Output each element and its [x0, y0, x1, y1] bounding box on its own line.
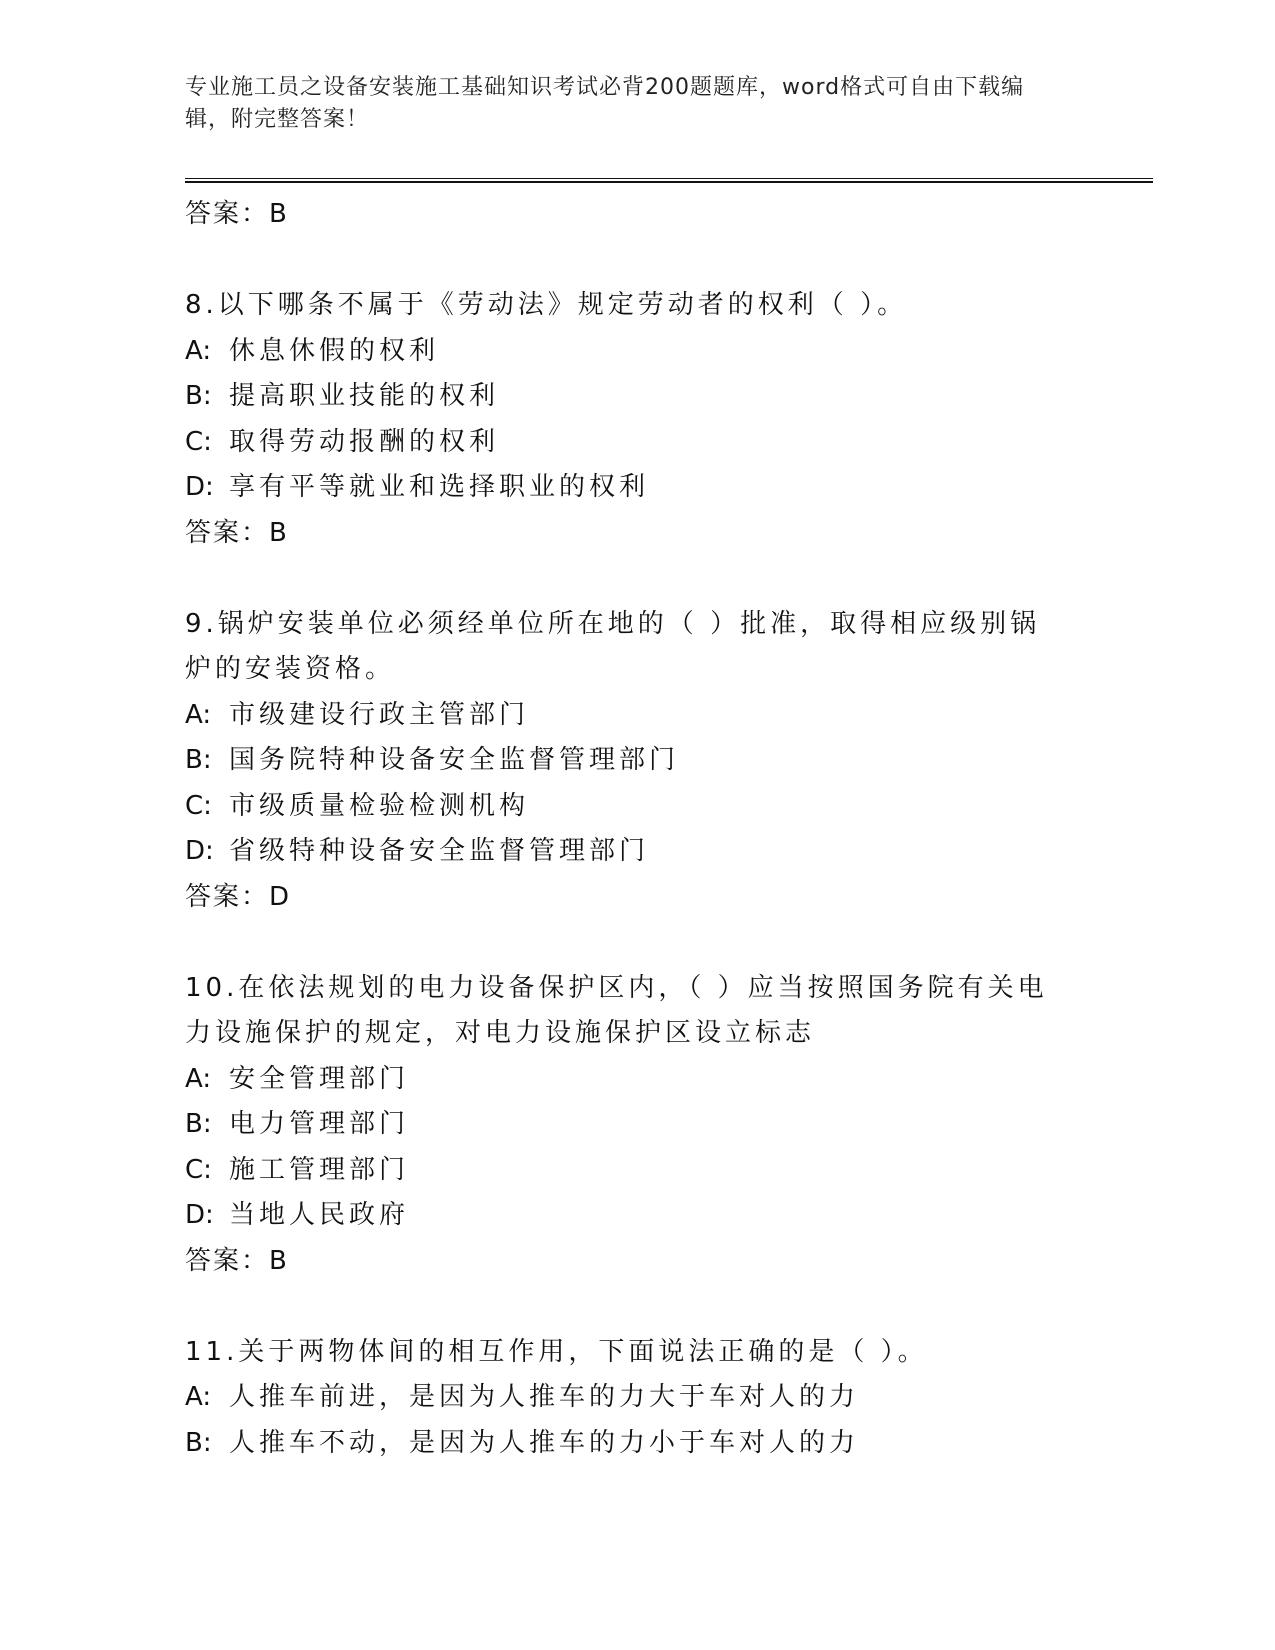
question-text: 9.锅炉安装单位必须经单位所在地的（ ）批准，取得相应级别锅炉的安装资格。 — [185, 608, 1041, 684]
option-letter: B: — [185, 381, 212, 411]
option-letter: C: — [185, 790, 212, 821]
option-letter: D: — [185, 836, 214, 866]
option-c — [185, 784, 1085, 830]
option-a — [185, 693, 1085, 739]
option-c — [185, 1148, 1085, 1194]
option-c — [185, 420, 1085, 466]
option-text: 省级特种设备安全监督管理部门 — [229, 836, 650, 866]
option-letter: A: — [185, 699, 212, 730]
option-letter: D: — [185, 1200, 214, 1230]
answer-line: 答案：B — [185, 517, 289, 548]
option-text: 电力管理部门 — [229, 1109, 410, 1139]
option-a — [185, 1057, 1085, 1103]
question-item — [185, 602, 1085, 921]
option-letter: C: — [185, 1154, 212, 1185]
option-a — [185, 1375, 1085, 1421]
option-text: 安全管理部门 — [229, 1063, 410, 1094]
document-header: 专业施工员之设备安装施工基础知识考试必背200题题库，word格式可自由下载编辑，附完整答案！ — [185, 75, 1025, 132]
option-text: 施工管理部门 — [229, 1154, 410, 1185]
option-b — [185, 374, 1085, 420]
question-item — [185, 283, 1085, 556]
option-letter: A: — [185, 1382, 212, 1412]
answer-line: 答案：B — [185, 199, 289, 229]
answer-line: 答案：D — [185, 881, 292, 912]
option-letter: B: — [185, 1427, 212, 1458]
answer-line: 答案：B — [185, 1245, 289, 1276]
question-text: 11.关于两物体间的相互作用，下面说法正确的是（ ）。 — [185, 1336, 928, 1367]
option-text: 市级质量检验检测机构 — [229, 790, 530, 821]
option-text: 人推车不动，是因为人推车的力小于车对人的力 — [229, 1427, 860, 1458]
option-text: 享有平等就业和选择职业的权利 — [229, 472, 650, 502]
option-b — [185, 738, 1085, 784]
question-item — [185, 966, 1085, 1285]
option-d — [185, 1193, 1085, 1239]
option-b — [185, 1421, 1085, 1467]
option-text: 人推车前进，是因为人推车的力大于车对人的力 — [229, 1382, 860, 1412]
option-text: 国务院特种设备安全监督管理部门 — [229, 745, 680, 775]
question-text: 8.以下哪条不属于《劳动法》规定劳动者的权利（ ）。 — [185, 290, 908, 320]
option-letter: C: — [185, 426, 212, 457]
option-text: 取得劳动报酬的权利 — [229, 426, 500, 457]
option-d — [185, 465, 1085, 511]
option-text: 当地人民政府 — [229, 1200, 410, 1230]
option-letter: B: — [185, 745, 212, 775]
option-text: 提高职业技能的权利 — [229, 381, 500, 411]
option-text: 市级建设行政主管部门 — [229, 699, 530, 730]
option-letter: D: — [185, 472, 214, 502]
question-item — [185, 1330, 1085, 1467]
option-letter: A: — [185, 335, 212, 366]
option-a — [185, 329, 1085, 375]
header-divider-thin — [185, 178, 1153, 179]
question-text: 10.在依法规划的电力设备保护区内，（ ）应当按照国务院有关电力设施保护的规定，对电力设施保护区设立标志 — [185, 972, 1048, 1048]
question-list — [185, 192, 1085, 1466]
option-b — [185, 1102, 1085, 1148]
header-divider-thick — [185, 181, 1153, 183]
option-letter: B: — [185, 1109, 212, 1139]
option-letter: A: — [185, 1063, 212, 1094]
option-d — [185, 829, 1085, 875]
option-text: 休息休假的权利 — [229, 335, 440, 366]
